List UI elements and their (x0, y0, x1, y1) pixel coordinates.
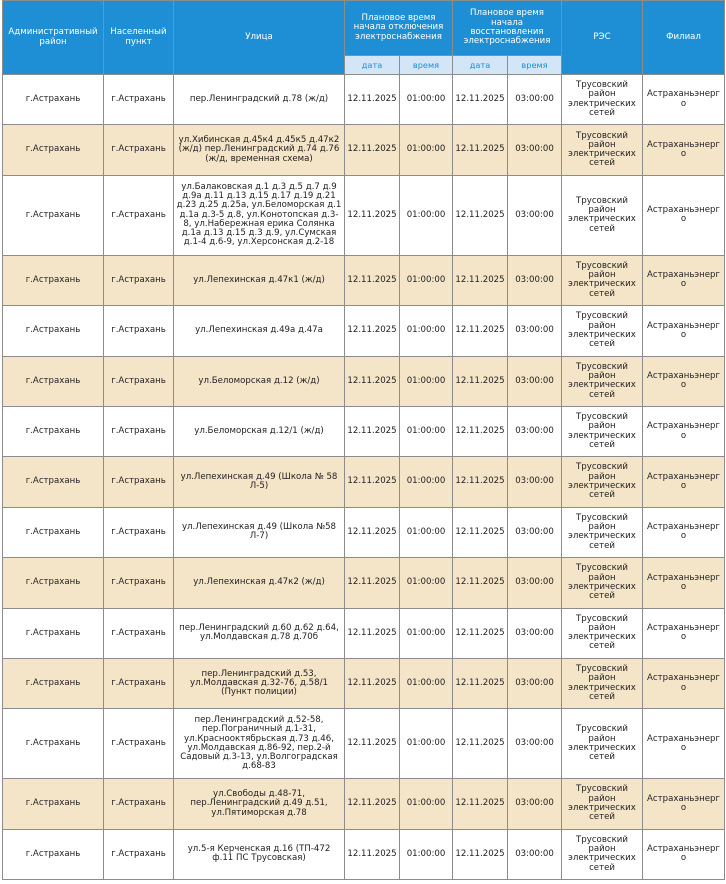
cell-settlement: г.Астрахань (104, 406, 174, 456)
cell-branch: Астраханьэнерго (643, 75, 725, 125)
cell-district: г.Астрахань (3, 356, 104, 406)
cell-on-time: 03:00:00 (508, 306, 562, 356)
cell-res: Трусовский район электрических сетей (562, 709, 643, 779)
cell-off-date: 12.11.2025 (345, 175, 400, 255)
cell-on-time: 03:00:00 (508, 75, 562, 125)
table-row (3, 75, 725, 125)
cell-on-time: 03:00:00 (508, 709, 562, 779)
cell-on-time: 03:00:00 (508, 558, 562, 608)
cell-district: г.Астрахань (3, 608, 104, 658)
cell-off-date: 12.11.2025 (345, 709, 400, 779)
cell-district: г.Астрахань (3, 255, 104, 305)
cell-district: г.Астрахань (3, 457, 104, 507)
cell-street: ул.Лепехинская д.49а д.47а (174, 306, 345, 356)
cell-off-time: 01:00:00 (400, 125, 453, 175)
cell-branch: Астраханьэнерго (643, 608, 725, 658)
cell-street: пер.Ленинградский д.53, ул.Молдавская д.32-76, д.58/1 (Пункт полиции) (174, 658, 345, 708)
cell-off-date: 12.11.2025 (345, 779, 400, 829)
cell-street: ул.Беломорская д.12/1 (ж/д) (174, 406, 345, 456)
cell-district: г.Астрахань (3, 558, 104, 608)
cell-street: ул.Балаковская д.1 д.3 д.5 д.7 д.9 д.9а д.11 д.13 д.15 д.17 д.19 д.21 д.23 д.25 д.25а, ул.Беломорская д.1 д.1а д.3-5 д.8, ул.Конотопская д.3-8, ул.Набережная ерика Солянка д.1а д.13 д.15 д.3 д.9, ул.Сумская д.1-4 д.6-9, ул.Херсонская д.2-18 (174, 175, 345, 255)
cell-on-time: 03:00:00 (508, 658, 562, 708)
cell-off-time: 01:00:00 (400, 608, 453, 658)
cell-on-date: 12.11.2025 (453, 255, 508, 305)
cell-branch: Астраханьэнерго (643, 125, 725, 175)
subheader-on-time: время (508, 56, 562, 75)
cell-off-time: 01:00:00 (400, 829, 453, 879)
subheader-off-time: время (400, 56, 453, 75)
cell-branch: Астраханьэнерго (643, 829, 725, 879)
cell-settlement: г.Астрахань (104, 306, 174, 356)
cell-settlement: г.Астрахань (104, 255, 174, 305)
cell-on-time: 03:00:00 (508, 507, 562, 557)
cell-off-date: 12.11.2025 (345, 829, 400, 879)
cell-res: Трусовский район электрических сетей (562, 175, 643, 255)
cell-district: г.Астрахань (3, 709, 104, 779)
col-header-settlement: Населенный пункт (104, 1, 174, 75)
cell-street: пер.Ленинградский д.52-58, пер.Пограничный д.1-31, ул.Краснооктябрьская д.73 д.46, ул.Молдавская д.86-92, пер.2-й Садовый д.3-13, ул.Волгоградская д.68-83 (174, 709, 345, 779)
cell-on-time: 03:00:00 (508, 779, 562, 829)
cell-res: Трусовский район электрических сетей (562, 779, 643, 829)
cell-off-date: 12.11.2025 (345, 406, 400, 456)
cell-street: ул.Лепехинская д.47к2 (ж/д) (174, 558, 345, 608)
cell-on-time: 03:00:00 (508, 125, 562, 175)
cell-settlement: г.Астрахань (104, 175, 174, 255)
cell-on-time: 03:00:00 (508, 255, 562, 305)
cell-off-date: 12.11.2025 (345, 356, 400, 406)
cell-settlement: г.Астрахань (104, 608, 174, 658)
cell-res: Трусовский район электрических сетей (562, 356, 643, 406)
cell-res: Трусовский район электрических сетей (562, 829, 643, 879)
cell-branch: Астраханьэнерго (643, 306, 725, 356)
col-header-off-planned: Плановое время начала отключения электроснабжения (345, 1, 453, 56)
cell-on-date: 12.11.2025 (453, 406, 508, 456)
cell-settlement: г.Астрахань (104, 356, 174, 406)
table-row (3, 558, 725, 608)
cell-on-date: 12.11.2025 (453, 507, 508, 557)
cell-res: Трусовский район электрических сетей (562, 75, 643, 125)
table-row (3, 175, 725, 255)
cell-street: ул.5-я Керченская д.16 (ТП-472 ф.11 ПС Трусовская) (174, 829, 345, 879)
cell-street: ул.Лепехинская д.49 (Школа № 58 Л-5) (174, 457, 345, 507)
cell-on-date: 12.11.2025 (453, 779, 508, 829)
cell-street: пер.Ленинградский д.78 (ж/д) (174, 75, 345, 125)
cell-off-time: 01:00:00 (400, 779, 453, 829)
cell-on-time: 03:00:00 (508, 356, 562, 406)
cell-on-time: 03:00:00 (508, 829, 562, 879)
table-row (3, 658, 725, 708)
cell-district: г.Астрахань (3, 658, 104, 708)
cell-off-date: 12.11.2025 (345, 507, 400, 557)
cell-on-time: 03:00:00 (508, 608, 562, 658)
cell-res: Трусовский район электрических сетей (562, 255, 643, 305)
cell-off-time: 01:00:00 (400, 406, 453, 456)
cell-branch: Астраханьэнерго (643, 658, 725, 708)
cell-res: Трусовский район электрических сетей (562, 658, 643, 708)
table-row (3, 709, 725, 779)
cell-off-time: 01:00:00 (400, 507, 453, 557)
table-row (3, 406, 725, 456)
cell-settlement: г.Астрахань (104, 558, 174, 608)
table-row (3, 306, 725, 356)
cell-off-date: 12.11.2025 (345, 558, 400, 608)
cell-on-date: 12.11.2025 (453, 457, 508, 507)
cell-res: Трусовский район электрических сетей (562, 507, 643, 557)
cell-on-date: 12.11.2025 (453, 356, 508, 406)
cell-res: Трусовский район электрических сетей (562, 406, 643, 456)
cell-street: пер.Ленинградский д.60 д.62 д.64, ул.Молдавская д.78 д.70б (174, 608, 345, 658)
cell-res: Трусовский район электрических сетей (562, 608, 643, 658)
table-row (3, 125, 725, 175)
cell-on-date: 12.11.2025 (453, 175, 508, 255)
table-row (3, 608, 725, 658)
cell-street: ул.Хибинская д.45к4 д.45к5 д.47к2 (ж/д) пер.Ленинградский д.74 д.76 (ж/д, временная схема) (174, 125, 345, 175)
cell-settlement: г.Астрахань (104, 658, 174, 708)
cell-district: г.Астрахань (3, 507, 104, 557)
cell-branch: Астраханьэнерго (643, 709, 725, 779)
table-row (3, 457, 725, 507)
subheader-off-date: дата (345, 56, 400, 75)
col-header-branch: Филиал (643, 1, 725, 75)
table-row (3, 507, 725, 557)
cell-off-time: 01:00:00 (400, 356, 453, 406)
cell-settlement: г.Астрахань (104, 125, 174, 175)
cell-street: ул.Лепехинская д.49 (Школа №58 Л-7) (174, 507, 345, 557)
cell-branch: Астраханьэнерго (643, 779, 725, 829)
cell-on-time: 03:00:00 (508, 406, 562, 456)
cell-on-date: 12.11.2025 (453, 75, 508, 125)
cell-settlement: г.Астрахань (104, 457, 174, 507)
table-body (3, 75, 725, 880)
cell-res: Трусовский район электрических сетей (562, 306, 643, 356)
cell-on-date: 12.11.2025 (453, 608, 508, 658)
cell-settlement: г.Астрахань (104, 829, 174, 879)
cell-street: ул.Беломорская д.12 (ж/д) (174, 356, 345, 406)
cell-off-time: 01:00:00 (400, 658, 453, 708)
cell-settlement: г.Астрахань (104, 75, 174, 125)
table-row (3, 255, 725, 305)
cell-on-time: 03:00:00 (508, 175, 562, 255)
cell-district: г.Астрахань (3, 125, 104, 175)
cell-branch: Астраханьэнерго (643, 356, 725, 406)
cell-off-time: 01:00:00 (400, 75, 453, 125)
cell-off-date: 12.11.2025 (345, 457, 400, 507)
cell-on-date: 12.11.2025 (453, 125, 508, 175)
cell-branch: Астраханьэнерго (643, 406, 725, 456)
cell-on-date: 12.11.2025 (453, 306, 508, 356)
cell-on-time: 03:00:00 (508, 457, 562, 507)
cell-off-time: 01:00:00 (400, 306, 453, 356)
col-header-res: РЭС (562, 1, 643, 75)
cell-settlement: г.Астрахань (104, 709, 174, 779)
cell-off-time: 01:00:00 (400, 558, 453, 608)
col-header-restore-planned: Плановое время начала восстановления электроснабжения (453, 1, 562, 56)
cell-off-date: 12.11.2025 (345, 306, 400, 356)
cell-branch: Астраханьэнерго (643, 255, 725, 305)
cell-on-date: 12.11.2025 (453, 829, 508, 879)
cell-branch: Астраханьэнерго (643, 558, 725, 608)
cell-off-date: 12.11.2025 (345, 658, 400, 708)
cell-res: Трусовский район электрических сетей (562, 558, 643, 608)
cell-off-date: 12.11.2025 (345, 608, 400, 658)
cell-district: г.Астрахань (3, 75, 104, 125)
cell-off-date: 12.11.2025 (345, 255, 400, 305)
cell-off-date: 12.11.2025 (345, 75, 400, 125)
table-row (3, 829, 725, 879)
col-header-district: Административный район (3, 1, 104, 75)
cell-district: г.Астрахань (3, 829, 104, 879)
cell-off-date: 12.11.2025 (345, 125, 400, 175)
table-row (3, 779, 725, 829)
cell-off-time: 01:00:00 (400, 457, 453, 507)
col-header-street: Улица (174, 1, 345, 75)
outage-table (2, 0, 725, 880)
cell-branch: Астраханьэнерго (643, 175, 725, 255)
cell-district: г.Астрахань (3, 406, 104, 456)
cell-street: ул.Свободы д.48-71, пер.Ленинградский д.49 д.51, ул.Пятиморская д.78 (174, 779, 345, 829)
table-row (3, 356, 725, 406)
cell-res: Трусовский район электрических сетей (562, 125, 643, 175)
cell-res: Трусовский район электрических сетей (562, 457, 643, 507)
cell-district: г.Астрахань (3, 779, 104, 829)
cell-off-time: 01:00:00 (400, 255, 453, 305)
cell-settlement: г.Астрахань (104, 779, 174, 829)
cell-street: ул.Лепехинская д.47к1 (ж/д) (174, 255, 345, 305)
cell-off-time: 01:00:00 (400, 709, 453, 779)
cell-on-date: 12.11.2025 (453, 709, 508, 779)
cell-branch: Астраханьэнерго (643, 507, 725, 557)
cell-off-time: 01:00:00 (400, 175, 453, 255)
subheader-on-date: дата (453, 56, 508, 75)
cell-on-date: 12.11.2025 (453, 558, 508, 608)
cell-on-date: 12.11.2025 (453, 658, 508, 708)
cell-district: г.Астрахань (3, 306, 104, 356)
cell-branch: Астраханьэнерго (643, 457, 725, 507)
cell-settlement: г.Астрахань (104, 507, 174, 557)
header-row (3, 1, 725, 56)
cell-district: г.Астрахань (3, 175, 104, 255)
